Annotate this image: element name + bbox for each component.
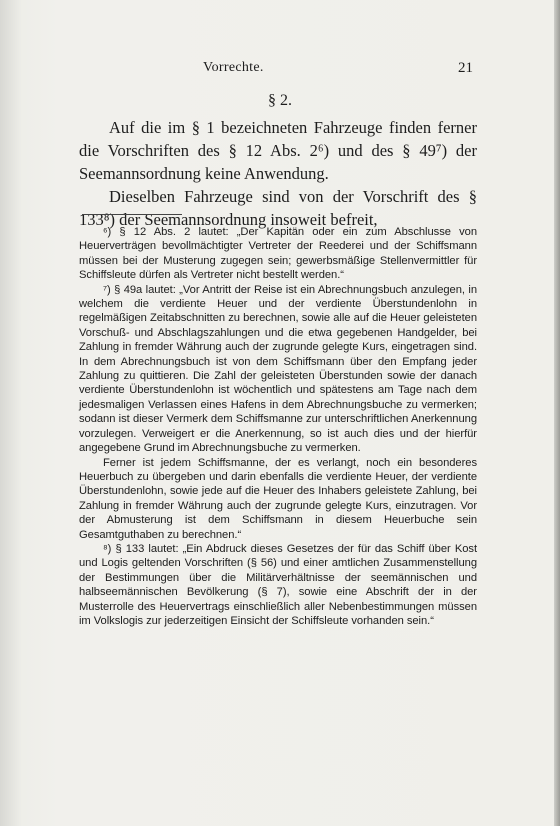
- footnote-7: ⁷) § 49a lautet: „Vor Antritt der Reise ist ein Abrechnungsbuch anzulegen, in welchem die verdiente Heuer und der verdiente Überstundenlohn in regelmäßigen Zeitabschnitten zu berechnen, sowie alle auf die Heuer geleisteten Vorschuß- und Abschlagszahlungen und die etwa gegebenen Handgelder, bei Zahlung in fremder Währung auch der zugrunde gelegte Kurs, eingetragen sind. In dem Abrechnungsbuch ist von dem Schiffsmann über den Empfang jeder Zahlung zu quittieren. Die Zahl der geleisteten Überstunden sowie der danach verdiente Überstundenlohn ist wöchentlich und spätestens am Tage nach dem jedesmaligen Verlassen eines Hafens in dem Abrechnungsbuche zu vermerken; sodann ist dieser Vermerk dem Schiffsmanne zur unterschriftlichen Anerkennung vorzulegen. Verweigert er die Anerkennung, so ist auch dies und der hierfür angegebene Grund im Abrechnungsbuche zu vermerken.: [79, 283, 477, 455]
- footnote-divider: [82, 214, 182, 215]
- footnote-6: ⁶) § 12 Abs. 2 lautet: „Der Kapitän oder ein zum Abschlusse von Heuerverträgen bevollmächtigter Vertreter der Reederei und der Schiffsmann müssen bei der Musterung zugegen sein; gewerbsmäßige Stellenvermittler für Schiffsleute dürfen als Vertreter nicht bestellt werden.“: [79, 226, 477, 282]
- main-paragraph-2: Dieselben Fahrzeuge sind von der Vorschrift des § 133⁸) der Seemannsordnung insoweit befreit,: [79, 187, 477, 229]
- page-edge-shadow: [554, 0, 560, 826]
- running-head: [80, 60, 477, 80]
- section-heading: § 2.: [268, 92, 292, 109]
- running-title: Vorrechte.: [203, 60, 264, 75]
- footnote-8: ⁸) § 133 lautet: „Ein Abdruck dieses Gesetzes der für das Schiff über Kost und Logis geltenden Vorschriften (§ 56) und einer amtlichen Zusammenstellung der Bestimmungen über die Militärverhältnisse der seemännischen und halbseemännischen Bevölkerung (§ 7), sowie eine Abschrift der in der Musterrolle des Heuervertrags einschließlich aller Nebenbestimmungen müssen im Volkslogis zur jederzeitigen Einsicht der Schiffsleute vorhanden sein.“: [79, 542, 477, 627]
- main-paragraph-1: Auf die im § 1 bezeichneten Fahrzeuge finden ferner die Vorschriften des § 12 Abs. 2⁶) und des § 49⁷) der Seemannsordnung keine Anwendung.: [79, 118, 477, 183]
- page-number: 21: [458, 60, 473, 76]
- footnotes-block: [79, 225, 477, 628]
- footnote-7-continued: Ferner ist jedem Schiffsmanne, der es verlangt, noch ein besonderes Heuerbuch zu übergeben und darin ebenfalls die verdiente Heuer, der verdiente Überstundenlohn, sowie jede auf die Heuer des Inhabers geleistete Zahlung, bei Zahlung in fremder Währung auch der zugrunde gelegte Kurs, einzutragen. Vor der Abmusterung ist dem Schiffsmann in diesem Heuerbuche sein Gesamtguthaben zu berechnen.“: [79, 456, 477, 541]
